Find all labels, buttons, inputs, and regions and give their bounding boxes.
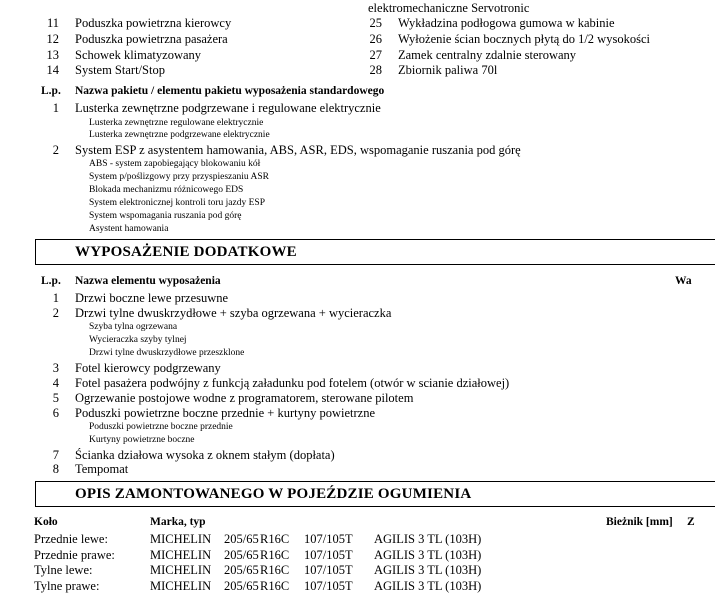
tire-load: 107/105T (304, 563, 353, 577)
tire-wheel: Przednie prawe: (34, 548, 115, 562)
tires-col-brand: Marka, typ (150, 516, 206, 528)
tire-model: AGILIS 3 TL (103H) (374, 579, 482, 593)
package-subitem: System wspomagania ruszania pod górę (89, 211, 242, 221)
extra-header-right: Wa (675, 275, 692, 287)
package-subitem: System p/poślizgowy przy przyspieszaniu ASR (89, 172, 269, 182)
packages-header-lp: L.p. (41, 85, 61, 97)
extra-subitem: Szyba tylna ogrzewana (89, 322, 178, 332)
item-number: 13 (46, 48, 59, 62)
list-item: Poduszka powietrzna kierowcy (75, 16, 232, 30)
tire-brand: MICHELIN (150, 532, 212, 546)
item-number: 2 (52, 306, 59, 320)
extra-item: Ścianka działowa wysoka z oknem stałym (dopłata) (75, 448, 335, 462)
item-number: 2 (52, 143, 59, 157)
tire-brand: MICHELIN (150, 548, 212, 562)
item-number: 12 (46, 32, 59, 46)
list-item: Poduszka powietrzna pasażera (75, 32, 228, 46)
extra-item: Tempomat (75, 462, 129, 476)
tires-col-wheel: Koło (34, 516, 58, 528)
tire-model: AGILIS 3 TL (103H) (374, 548, 482, 562)
tire-load: 107/105T (304, 532, 353, 546)
tire-brand: MICHELIN (150, 579, 212, 593)
tire-size: 205/65 (224, 548, 259, 562)
list-item: Schowek klimatyzowany (75, 48, 202, 62)
item-number: 3 (52, 361, 59, 375)
tire-brand: MICHELIN (150, 563, 212, 577)
extra-item: Fotel pasażera podwójny z funkcją załadunku pod fotelem (otwór w scianie działowej) (75, 376, 510, 390)
right-carry-line: elektromechaniczne Servotronic (368, 1, 530, 15)
tire-rim: R16C (260, 563, 290, 577)
tire-rim: R16C (260, 579, 290, 593)
package-subitem: Asystent hamowania (89, 224, 169, 234)
tire-wheel: Tylne lewe: (34, 563, 93, 577)
extra-item: Ogrzewanie postojowe wodne z programatorem, sterowane pilotem (75, 391, 414, 405)
item-number: 27 (369, 48, 382, 62)
tires-col-tread: Bieżnik [mm] (606, 516, 673, 528)
extra-item: Drzwi tylne dwuskrzydłowe + szyba ogrzewana + wycieraczka (75, 306, 392, 320)
package-subitem: Lusterka zewnętrzne podgrzewane elektrycznie (89, 130, 270, 140)
extra-item: Poduszki powietrzne boczne przednie + kurtyny powietrzne (75, 406, 376, 420)
tire-load: 107/105T (304, 548, 353, 562)
package-subitem: Lusterka zewnętrzne regulowane elektrycznie (89, 118, 264, 128)
package-item: Lusterka zewnętrzne podgrzewane i regulowane elektrycznie (75, 101, 381, 115)
item-number: 14 (46, 63, 59, 77)
item-number: 7 (52, 448, 59, 462)
item-number: 8 (52, 462, 59, 476)
tire-size: 205/65 (224, 532, 259, 546)
tire-size: 205/65 (224, 579, 259, 593)
item-number: 26 (369, 32, 382, 46)
extra-header-name: Nazwa elementu wyposażenia (75, 275, 221, 287)
list-item: System Start/Stop (75, 63, 165, 77)
extra-item: Fotel kierowcy podgrzewany (75, 361, 221, 375)
tire-model: AGILIS 3 TL (103H) (374, 563, 482, 577)
tire-rim: R16C (260, 548, 290, 562)
item-number: 1 (52, 101, 59, 115)
item-number: 25 (369, 16, 382, 30)
package-subitem: System elektronicznej kontroli toru jazdy ESP (89, 198, 265, 208)
tire-model: AGILIS 3 TL (103H) (374, 532, 482, 546)
list-item: Zamek centralny zdalnie sterowany (398, 48, 577, 62)
item-number: 5 (52, 391, 59, 405)
extra-item: Drzwi boczne lewe przesuwne (75, 291, 229, 305)
tires-section-title: OPIS ZAMONTOWANEGO W POJEŹDZIE OGUMIENIA (75, 486, 472, 502)
list-item: Wyłożenie ścian bocznych płytą do 1/2 wysokości (398, 32, 650, 46)
package-subitem: ABS - system zapobiegający blokowaniu kół (89, 159, 261, 169)
item-number: 1 (52, 291, 59, 305)
item-number: 11 (46, 16, 59, 30)
package-item: System ESP z asystentem hamowania, ABS, ASR, EDS, wspomaganie ruszania pod górę (75, 143, 521, 157)
extra-subitem: Poduszki powietrzne boczne przednie (89, 422, 233, 432)
extra-subitem: Drzwi tylne dwuskrzydłowe przeszklone (89, 348, 245, 358)
tire-load: 107/105T (304, 579, 353, 593)
tires-col-last: Z (687, 516, 695, 528)
tire-rim: R16C (260, 532, 290, 546)
item-number: 4 (52, 376, 59, 390)
list-item: Wykładzina podłogowa gumowa w kabinie (398, 16, 615, 30)
list-item: Zbiornik paliwa 70l (398, 63, 498, 77)
item-number: 6 (52, 406, 59, 420)
extra-subitem: Wycieraczka szyby tylnej (89, 335, 187, 345)
tire-wheel: Tylne prawe: (34, 579, 100, 593)
extra-section-title: WYPOSAŻENIE DODATKOWE (75, 244, 297, 260)
item-number: 28 (369, 63, 382, 77)
tire-wheel: Przednie lewe: (34, 532, 108, 546)
extra-subitem: Kurtyny powietrzne boczne (89, 435, 195, 445)
tire-size: 205/65 (224, 563, 259, 577)
packages-header-name: Nazwa pakietu / elementu pakietu wyposażenia standardowego (75, 85, 385, 97)
package-subitem: Blokada mechanizmu różnicowego EDS (89, 185, 244, 195)
extra-header-lp: L.p. (41, 275, 61, 287)
